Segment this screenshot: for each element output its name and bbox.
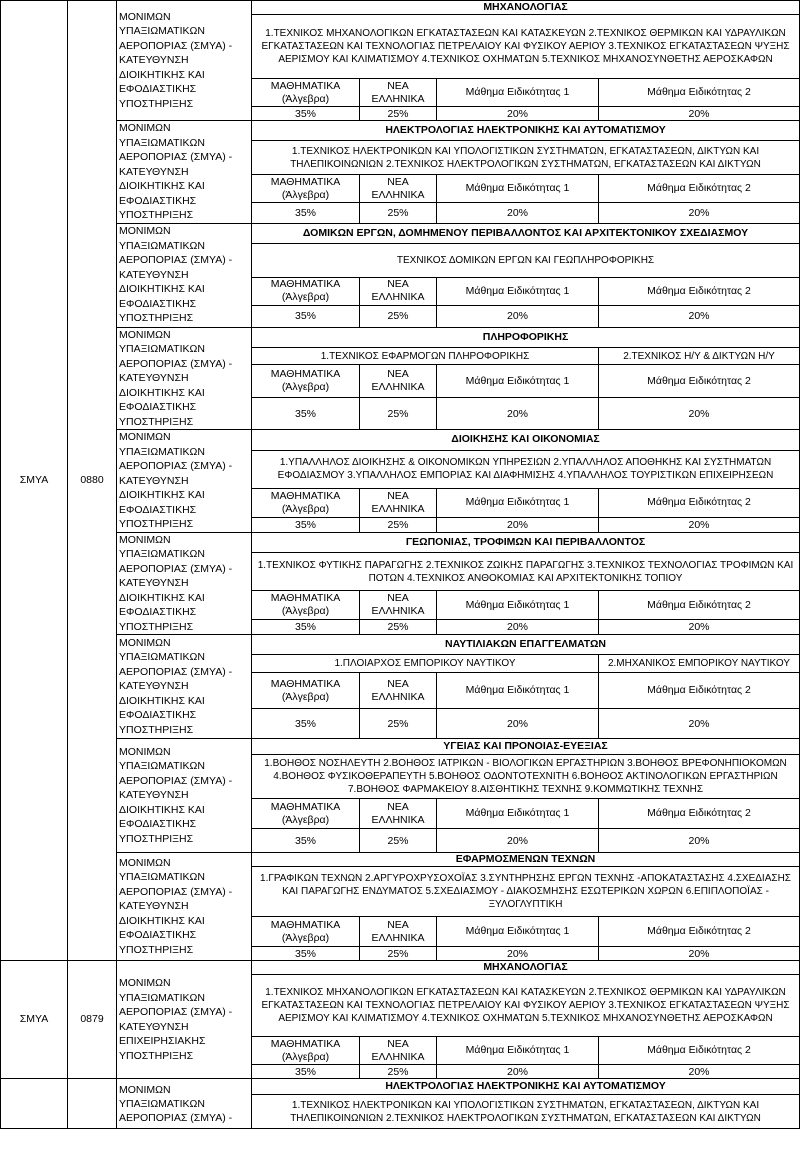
greek-label: ΝΕΑ ΕΛΛΗΝΙΚΑ <box>360 591 437 620</box>
specialty-b: 2.ΤΕΧΝΙΚΟΣ Η/Υ & ΔΙΚΤΥΩΝ Η/Υ <box>599 348 800 365</box>
greek-label: ΝΕΑ ΕΛΛΗΝΙΚΑ <box>360 1037 437 1065</box>
table-row <box>1 430 800 451</box>
table-row <box>1 223 800 243</box>
spec2-weight: 20% <box>599 709 800 739</box>
spec2-label: Μάθημα Ειδικότητας 2 <box>599 1037 800 1065</box>
sector-title: ΔΙΟΙΚΗΣΗΣ ΚΑΙ ΟΙΚΟΝΟΜΙΑΣ <box>252 430 800 451</box>
spec1-label: Μάθημα Ειδικότητας 1 <box>437 917 599 947</box>
spec2-label: Μάθημα Ειδικότητας 2 <box>599 365 800 398</box>
school-cell: ΣΜΥΑ <box>1 1 68 961</box>
sector-title: ΥΓΕΙΑΣ ΚΑΙ ΠΡΟΝΟΙΑΣ-ΕΥΕΞΙΑΣ <box>252 739 800 755</box>
spec2-weight: 20% <box>599 1065 800 1079</box>
math-label: ΜΑΘΗΜΑΤΙΚΑ (Άλγεβρα) <box>252 277 360 305</box>
math-weight: 35% <box>252 398 360 430</box>
spec1-weight: 20% <box>437 517 599 532</box>
sector-title: ΓΕΩΠΟΝΙΑΣ, ΤΡΟΦΙΜΩΝ ΚΑΙ ΠΕΡΙΒΑΛΛΟΝΤΟΣ <box>252 532 800 553</box>
specialties: 1.ΤΕΧΝΙΚΟΣ ΗΛΕΚΤΡΟΝΙΚΩΝ ΚΑΙ ΥΠΟΛΟΓΙΣΤΙΚΩΝ ΣΥΣΤΗΜΑΤΩΝ, ΕΓΚΑΤΑΣΤΑΣΕΩΝ, ΔΙΚΤΥΩΝ ΚΑΙ ΤΗΛΕΠΙΚΟΙΝΩΝΙΩΝ 2.ΤΕΧΝΙΚΟΣ ΗΛΕΚΤΡΟΛΟΓΙΚΩΝ ΣΥΣΤΗΜΑΤΩΝ, ΕΓΚΑΤΑΣΤΑΣΕΩΝ ΚΑΙ ΔΙΚΤΥΩΝ <box>252 1095 800 1129</box>
spec2-weight: 20% <box>599 620 800 635</box>
specialties: 1.ΤΕΧΝΙΚΟΣ ΦΥΤΙΚΗΣ ΠΑΡΑΓΩΓΗΣ 2.ΤΕΧΝΙΚΟΣ ΖΩΙΚΗΣ ΠΑΡΑΓΩΓΗΣ 3.ΤΕΧΝΙΚΟΣ ΤΕΧΝΟΛΟΓΙΑΣ ΤΡΟΦΙΜΩΝ ΚΑΙ ΠΟΤΩΝ 4.ΤΕΧΝΙΚΟΣ ΑΝΘΟΚΟΜΙΑΣ ΚΑΙ ΑΡΧΙΤΕΚΤΟΝΙΚΗΣ ΤΟΠΙΟΥ <box>252 553 800 591</box>
spec2-weight: 20% <box>599 947 800 961</box>
greek-weight: 25% <box>360 1065 437 1079</box>
spec1-label: Μάθημα Ειδικότητας 1 <box>437 277 599 305</box>
math-label: ΜΑΘΗΜΑΤΙΚΑ (Άλγεβρα) <box>252 917 360 947</box>
category-description: ΜΟΝΙΜΩΝ ΥΠΑΞΙΩΜΑΤΙΚΩΝ ΑΕΡΟΠΟΡΙΑΣ (ΣΜΥΑ) - ΚΑΤΕΥΘΥΝΣΗ ΔΙΟΙΚΗΤΙΚΗΣ ΚΑΙ ΕΦΟΔΙΑΣΤΙΚΗΣ ΥΠΟΣΤΗΡΙΞΗΣ <box>117 430 252 533</box>
spec1-label: Μάθημα Ειδικότητας 1 <box>437 175 599 203</box>
category-description: ΜΟΝΙΜΩΝ ΥΠΑΞΙΩΜΑΤΙΚΩΝ ΑΕΡΟΠΟΡΙΑΣ (ΣΜΥΑ) - ΚΑΤΕΥΘΥΝΣΗ ΔΙΟΙΚΗΤΙΚΗΣ ΚΑΙ ΕΦΟΔΙΑΣΤΙΚΗΣ ΥΠΟΣΤΗΡΙΞΗΣ <box>117 532 252 635</box>
category-description: ΜΟΝΙΜΩΝ ΥΠΑΞΙΩΜΑΤΙΚΩΝ ΑΕΡΟΠΟΡΙΑΣ (ΣΜΥΑ) - ΚΑΤΕΥΘΥΝΣΗ ΕΠΙΧΕΙΡΗΣΙΑΚΗΣ ΥΠΟΣΤΗΡΙΞΗΣ <box>117 961 252 1079</box>
math-label: ΜΑΘΗΜΑΤΙΚΑ (Άλγεβρα) <box>252 365 360 398</box>
spec2-label: Μάθημα Ειδικότητας 2 <box>599 488 800 517</box>
math-label: ΜΑΘΗΜΑΤΙΚΑ (Άλγεβρα) <box>252 673 360 709</box>
spec1-weight: 20% <box>437 305 599 327</box>
sector-title: ΗΛΕΚΤΡΟΛΟΓΙΑΣ ΗΛΕΚΤΡΟΝΙΚΗΣ ΚΑΙ ΑΥΤΟΜΑΤΙΣΜΟΥ <box>252 121 800 141</box>
specialties: 1.ΤΕΧΝΙΚΟΣ ΜΗΧΑΝΟΛΟΓΙΚΩΝ ΕΓΚΑΤΑΣΤΑΣΕΩΝ ΚΑΙ ΚΑΤΑΣΚΕΥΩΝ 2.ΤΕΧΝΙΚΟΣ ΘΕΡΜΙΚΩΝ ΚΑΙ ΥΔΡΑΥΛΙΚΩΝ ΕΓΚΑΤΑΣΤΑΣΕΩΝ ΚΑΙ ΤΕΧΝΟΛΟΓΙΑΣ ΠΕΤΡΕΛΑΙΟΥ ΚΑΙ ΦΥΣΙΚΟΥ ΑΕΡΙΟΥ 3.ΤΕΧΝΙΚΟΣ ΕΓΚΑΤΑΣΤΑΣΕΩΝ ΨΥΞΗΣ ΑΕΡΙΣΜΟΥ ΚΑΙ ΚΛΙΜΑΤΙΣΜΟΥ 4.ΤΕΧΝΙΚΟΣ ΟΧΗΜΑΤΩΝ 5.ΤΕΧΝΙΚΟΣ ΜΗΧΑΝΟΣΥΝΘΕΤΗΣ ΑΕΡΟΣΚΑΦΩΝ <box>252 15 800 79</box>
math-label: ΜΑΘΗΜΑΤΙΚΑ (Άλγεβρα) <box>252 1037 360 1065</box>
spec1-weight: 20% <box>437 620 599 635</box>
spec1-label: Μάθημα Ειδικότητας 1 <box>437 365 599 398</box>
spec2-weight: 20% <box>599 305 800 327</box>
specialties: 1.ΥΠΑΛΛΗΛΟΣ ΔΙΟΙΚΗΣΗΣ & ΟΙΚΟΝΟΜΙΚΩΝ ΥΠΗΡΕΣΙΩΝ 2.ΥΠΑΛΛΗΛΟΣ ΑΠΟΘΗΚΗΣ ΚΑΙ ΣΥΣΤΗΜΑΤΩΝ ΕΦΟΔΙΑΣΜΟΥ 3.ΥΠΑΛΛΗΛΟΣ ΕΜΠΟΡΙΑΣ ΚΑΙ ΔΙΑΦΗΜΙΣΗΣ 4.ΥΠΑΛΛΗΛΟΣ ΤΟΥΡΙΣΤΙΚΩΝ ΕΠΙΧΕΙΡΗΣΕΩΝ <box>252 450 800 488</box>
greek-weight: 25% <box>360 829 437 853</box>
category-description: ΜΟΝΙΜΩΝ ΥΠΑΞΙΩΜΑΤΙΚΩΝ ΑΕΡΟΠΟΡΙΑΣ (ΣΜΥΑ) - ΚΑΤΕΥΘΥΝΣΗ ΔΙΟΙΚΗΤΙΚΗΣ ΚΑΙ ΕΦΟΔΙΑΣΤΙΚΗΣ ΥΠΟΣΤΗΡΙΞΗΣ <box>117 223 252 327</box>
sector-title: ΜΗΧΑΝΟΛΟΓΙΑΣ <box>252 961 800 975</box>
spec2-label: Μάθημα Ειδικότητας 2 <box>599 79 800 107</box>
table-row <box>1 1 800 15</box>
spec1-label: Μάθημα Ειδικότητας 1 <box>437 79 599 107</box>
table-row <box>1 739 800 755</box>
greek-weight: 25% <box>360 709 437 739</box>
category-description: ΜΟΝΙΜΩΝ ΥΠΑΞΙΩΜΑΤΙΚΩΝ ΑΕΡΟΠΟΡΙΑΣ (ΣΜΥΑ) - ΚΑΤΕΥΘΥΝΣΗ ΔΙΟΙΚΗΤΙΚΗΣ ΚΑΙ ΕΦΟΔΙΑΣΤΙΚΗΣ ΥΠΟΣΤΗΡΙΞΗΣ <box>117 853 252 961</box>
greek-label: ΝΕΑ ΕΛΛΗΝΙΚΑ <box>360 277 437 305</box>
table-row <box>1 635 800 655</box>
table-row <box>1 961 800 975</box>
specialty-a: 1.ΤΕΧΝΙΚΟΣ ΕΦΑΡΜΟΓΩΝ ΠΛΗΡΟΦΟΡΙΚΗΣ <box>252 348 599 365</box>
math-label: ΜΑΘΗΜΑΤΙΚΑ (Άλγεβρα) <box>252 591 360 620</box>
specialties: 1.ΤΕΧΝΙΚΟΣ ΜΗΧΑΝΟΛΟΓΙΚΩΝ ΕΓΚΑΤΑΣΤΑΣΕΩΝ ΚΑΙ ΚΑΤΑΣΚΕΥΩΝ 2.ΤΕΧΝΙΚΟΣ ΘΕΡΜΙΚΩΝ ΚΑΙ ΥΔΡΑΥΛΙΚΩΝ ΕΓΚΑΤΑΣΤΑΣΕΩΝ ΚΑΙ ΤΕΧΝΟΛΟΓΙΑΣ ΠΕΤΡΕΛΑΙΟΥ ΚΑΙ ΦΥΣΙΚΟΥ ΑΕΡΙΟΥ 3.ΤΕΧΝΙΚΟΣ ΕΓΚΑΤΑΣΤΑΣΕΩΝ ΨΥΞΗΣ ΑΕΡΙΣΜΟΥ ΚΑΙ ΚΛΙΜΑΤΙΣΜΟΥ 4.ΤΕΧΝΙΚΟΣ ΟΧΗΜΑΤΩΝ 5.ΤΕΧΝΙΚΟΣ ΜΗΧΑΝΟΣΥΝΘΕΤΗΣ ΑΕΡΟΣΚΑΦΩΝ <box>252 975 800 1037</box>
spec2-label: Μάθημα Ειδικότητας 2 <box>599 175 800 203</box>
math-label: ΜΑΘΗΜΑΤΙΚΑ (Άλγεβρα) <box>252 79 360 107</box>
spec1-label: Μάθημα Ειδικότητας 1 <box>437 488 599 517</box>
greek-weight: 25% <box>360 517 437 532</box>
spec2-weight: 20% <box>599 107 800 121</box>
table-row <box>1 121 800 141</box>
greek-weight: 25% <box>360 107 437 121</box>
greek-weight: 25% <box>360 398 437 430</box>
greek-weight: 25% <box>360 203 437 223</box>
spec1-label: Μάθημα Ειδικότητας 1 <box>437 799 599 829</box>
school-cell: ΣΜΥΑ <box>1 961 68 1079</box>
specialties: 1.ΓΡΑΦΙΚΩΝ ΤΕΧΝΩΝ 2.ΑΡΓΥΡΟΧΡΥΣΟΧΟΪΑΣ 3.ΣΥΝΤΗΡΗΣΗΣ ΕΡΓΩΝ ΤΕΧΝΗΣ -ΑΠΟΚΑΤΑΣΤΑΣΗΣ 4.ΣΧΕΔΙΑΣΗΣ ΚΑΙ ΠΑΡΑΓΩΓΗΣ ΕΝΔΥΜΑΤΟΣ 5.ΣΧΕΔΙΑΣΜΟΥ - ΔΙΑΚΟΣΜΗΣΗΣ ΕΣΩΤΕΡΙΚΩΝ ΧΩΡΩΝ 6.ΕΠΙΠΛΟΠΟΪΑΣ - ΞΥΛΟΓΛΥΠΤΙΚΗ <box>252 867 800 917</box>
sector-title: ΜΗΧΑΝΟΛΟΓΙΑΣ <box>252 1 800 15</box>
spec1-label: Μάθημα Ειδικότητας 1 <box>437 673 599 709</box>
table-row <box>1 327 800 348</box>
math-label: ΜΑΘΗΜΑΤΙΚΑ (Άλγεβρα) <box>252 488 360 517</box>
spec2-label: Μάθημα Ειδικότητας 2 <box>599 277 800 305</box>
greek-weight: 25% <box>360 620 437 635</box>
greek-label: ΝΕΑ ΕΛΛΗΝΙΚΑ <box>360 799 437 829</box>
sector-title: ΝΑΥΤΙΛΙΑΚΩΝ ΕΠΑΓΓΕΛΜΑΤΩΝ <box>252 635 800 655</box>
category-description: ΜΟΝΙΜΩΝ ΥΠΑΞΙΩΜΑΤΙΚΩΝ ΑΕΡΟΠΟΡΙΑΣ (ΣΜΥΑ) - ΚΑΤΕΥΘΥΝΣΗ ΔΙΟΙΚΗΤΙΚΗΣ ΚΑΙ ΕΦΟΔΙΑΣΤΙΚΗΣ ΥΠΟΣΤΗΡΙΞΗΣ <box>117 1 252 121</box>
spec1-weight: 20% <box>437 947 599 961</box>
specialties: 1.ΒΟΗΘΟΣ ΝΟΣΗΛΕΥΤΗ 2.ΒΟΗΘΟΣ ΙΑΤΡΙΚΩΝ - ΒΙΟΛΟΓΙΚΩΝ ΕΡΓΑΣΤΗΡΙΩΝ 3.ΒΟΗΘΟΣ ΒΡΕΦΟΝΗΠΙΟΚΟΜΩΝ 4.ΒΟΗΘΟΣ ΦΥΣΙΚΟΘΕΡΑΠΕΥΤΗ 5.ΒΟΗΘΟΣ ΟΔΟΝΤΟΤΕΧΝΙΤΗ 6.ΒΟΗΘΟΣ ΑΚΤΙΝΟΛΟΓΙΚΩΝ ΕΡΓΑΣΤΗΡΙΩΝ 7.ΒΟΗΘΟΣ ΦΑΡΜΑΚΕΙΟΥ 8.ΑΙΣΘΗΤΙΚΗΣ ΤΕΧΝΗΣ 9.ΚΟΜΜΩΤΙΚΗΣ ΤΕΧΝΗΣ <box>252 755 800 799</box>
category-description: ΜΟΝΙΜΩΝ ΥΠΑΞΙΩΜΑΤΙΚΩΝ ΑΕΡΟΠΟΡΙΑΣ (ΣΜΥΑ) - ΚΑΤΕΥΘΥΝΣΗ ΔΙΟΙΚΗΤΙΚΗΣ ΚΑΙ ΕΦΟΔΙΑΣΤΙΚΗΣ ΥΠΟΣΤΗΡΙΞΗΣ <box>117 327 252 430</box>
spec1-weight: 20% <box>437 829 599 853</box>
math-weight: 35% <box>252 203 360 223</box>
math-weight: 35% <box>252 620 360 635</box>
math-weight: 35% <box>252 1065 360 1079</box>
spec2-weight: 20% <box>599 829 800 853</box>
spec1-weight: 20% <box>437 1065 599 1079</box>
sector-title: ΗΛΕΚΤΡΟΛΟΓΙΑΣ ΗΛΕΚΤΡΟΝΙΚΗΣ ΚΑΙ ΑΥΤΟΜΑΤΙΣΜΟΥ <box>252 1079 800 1095</box>
math-weight: 35% <box>252 709 360 739</box>
greek-label: ΝΕΑ ΕΛΛΗΝΙΚΑ <box>360 79 437 107</box>
math-weight: 35% <box>252 947 360 961</box>
specialties: ΤΕΧΝΙΚΟΣ ΔΟΜΙΚΩΝ ΕΡΓΩΝ ΚΑΙ ΓΕΩΠΛΗΡΟΦΟΡΙΚΗΣ <box>252 243 800 277</box>
math-weight: 35% <box>252 829 360 853</box>
table-row <box>1 532 800 553</box>
spec1-weight: 20% <box>437 203 599 223</box>
school-cell <box>1 1079 68 1129</box>
spec1-label: Μάθημα Ειδικότητας 1 <box>437 591 599 620</box>
spec2-weight: 20% <box>599 398 800 430</box>
spec2-label: Μάθημα Ειδικότητας 2 <box>599 917 800 947</box>
specialties: 1.ΤΕΧΝΙΚΟΣ ΗΛΕΚΤΡΟΝΙΚΩΝ ΚΑΙ ΥΠΟΛΟΓΙΣΤΙΚΩΝ ΣΥΣΤΗΜΑΤΩΝ, ΕΓΚΑΤΑΣΤΑΣΕΩΝ, ΔΙΚΤΥΩΝ ΚΑΙ ΤΗΛΕΠΙΚΟΙΝΩΝΙΩΝ 2.ΤΕΧΝΙΚΟΣ ΗΛΕΚΤΡΟΛΟΓΙΚΩΝ ΣΥΣΤΗΜΑΤΩΝ, ΕΓΚΑΤΑΣΤΑΣΕΩΝ ΚΑΙ ΔΙΚΤΥΩΝ <box>252 141 800 175</box>
math-label: ΜΑΘΗΜΑΤΙΚΑ (Άλγεβρα) <box>252 175 360 203</box>
specialty-a: 1.ΠΛΟΙΑΡΧΟΣ ΕΜΠΟΡΙΚΟΥ ΝΑΥΤΙΚΟΥ <box>252 655 599 673</box>
spec2-label: Μάθημα Ειδικότητας 2 <box>599 591 800 620</box>
code-cell <box>68 1079 117 1129</box>
greek-weight: 25% <box>360 947 437 961</box>
spec1-label: Μάθημα Ειδικότητας 1 <box>437 1037 599 1065</box>
greek-label: ΝΕΑ ΕΛΛΗΝΙΚΑ <box>360 673 437 709</box>
table-row <box>1 1079 800 1095</box>
code-cell: 0879 <box>68 961 117 1079</box>
greek-label: ΝΕΑ ΕΛΛΗΝΙΚΑ <box>360 175 437 203</box>
spec2-weight: 20% <box>599 203 800 223</box>
category-description: ΜΟΝΙΜΩΝ ΥΠΑΞΙΩΜΑΤΙΚΩΝ ΑΕΡΟΠΟΡΙΑΣ (ΣΜΥΑ) - <box>117 1079 252 1129</box>
spec2-label: Μάθημα Ειδικότητας 2 <box>599 673 800 709</box>
category-description: ΜΟΝΙΜΩΝ ΥΠΑΞΙΩΜΑΤΙΚΩΝ ΑΕΡΟΠΟΡΙΑΣ (ΣΜΥΑ) - ΚΑΤΕΥΘΥΝΣΗ ΔΙΟΙΚΗΤΙΚΗΣ ΚΑΙ ΕΦΟΔΙΑΣΤΙΚΗΣ ΥΠΟΣΤΗΡΙΞΗΣ <box>117 121 252 224</box>
math-weight: 35% <box>252 305 360 327</box>
spec1-weight: 20% <box>437 709 599 739</box>
greek-weight: 25% <box>360 305 437 327</box>
greek-label: ΝΕΑ ΕΛΛΗΝΙΚΑ <box>360 488 437 517</box>
category-description: ΜΟΝΙΜΩΝ ΥΠΑΞΙΩΜΑΤΙΚΩΝ ΑΕΡΟΠΟΡΙΑΣ (ΣΜΥΑ) - ΚΑΤΕΥΘΥΝΣΗ ΔΙΟΙΚΗΤΙΚΗΣ ΚΑΙ ΕΦΟΔΙΑΣΤΙΚΗΣ ΥΠΟΣΤΗΡΙΞΗΣ <box>117 635 252 739</box>
sector-title: ΕΦΑΡΜΟΣΜΕΝΩΝ ΤΕΧΝΩΝ <box>252 853 800 867</box>
code-cell: 0880 <box>68 1 117 961</box>
spec2-label: Μάθημα Ειδικότητας 2 <box>599 799 800 829</box>
math-weight: 35% <box>252 107 360 121</box>
math-label: ΜΑΘΗΜΑΤΙΚΑ (Άλγεβρα) <box>252 799 360 829</box>
sector-title: ΔΟΜΙΚΩΝ ΕΡΓΩΝ, ΔΟΜΗΜΕΝΟΥ ΠΕΡΙΒΑΛΛΟΝΤΟΣ ΚΑΙ ΑΡΧΙΤΕΚΤΟΝΙΚΟΥ ΣΧΕΔΙΑΣΜΟΥ <box>252 223 800 243</box>
category-description: ΜΟΝΙΜΩΝ ΥΠΑΞΙΩΜΑΤΙΚΩΝ ΑΕΡΟΠΟΡΙΑΣ (ΣΜΥΑ) - ΚΑΤΕΥΘΥΝΣΗ ΔΙΟΙΚΗΤΙΚΗΣ ΚΑΙ ΕΦΟΔΙΑΣΤΙΚΗΣ ΥΠΟΣΤΗΡΙΞΗΣ <box>117 739 252 853</box>
specialty-b: 2.ΜΗΧΑΝΙΚΟΣ ΕΜΠΟΡΙΚΟΥ ΝΑΥΤΙΚΟΥ <box>599 655 800 673</box>
math-weight: 35% <box>252 517 360 532</box>
greek-label: ΝΕΑ ΕΛΛΗΝΙΚΑ <box>360 917 437 947</box>
greek-label: ΝΕΑ ΕΛΛΗΝΙΚΑ <box>360 365 437 398</box>
spec1-weight: 20% <box>437 107 599 121</box>
sector-title: ΠΛΗΡΟΦΟΡΙΚΗΣ <box>252 327 800 348</box>
spec2-weight: 20% <box>599 517 800 532</box>
table-row <box>1 853 800 867</box>
spec1-weight: 20% <box>437 398 599 430</box>
